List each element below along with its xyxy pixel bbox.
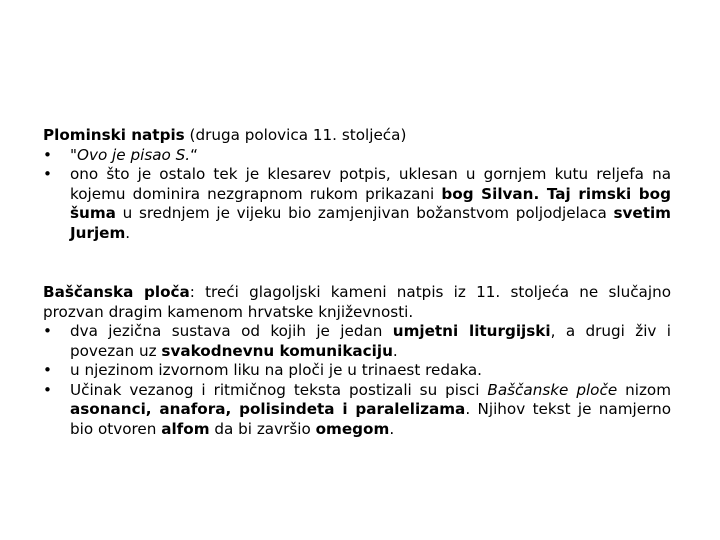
text-run: u njezinom izvornom liku na ploči je u trinaest redaka. [70, 361, 482, 379]
bold-text: umjetni liturgijski [392, 322, 551, 340]
bold-text: asonanci, anafora, polisindeta i paralelizama [70, 400, 466, 418]
bullet-icon: • [43, 361, 52, 379]
italic-text: Baščanske ploče [487, 380, 618, 399]
text-run: da bi završio [209, 419, 316, 438]
text-run: " [70, 145, 77, 164]
bullet-list [43, 146, 671, 244]
list-item-text [70, 322, 671, 360]
text-run: nizom [617, 380, 671, 399]
list-item [43, 322, 671, 361]
bold-text: alfom [161, 419, 210, 438]
bullet-icon: • [43, 165, 52, 183]
section-title: Plominski natpis [43, 126, 185, 144]
bullet-list [43, 322, 671, 439]
text-run: dva jezična sustava od kojih je jedan [70, 322, 393, 340]
text-run: ono što je ostalo tek je klesarev potpis, uklesan u gornjem kutu reljefa na kojemu dominira nezgrapnom rukom prikazani [70, 165, 671, 203]
bold-text: omegom [315, 419, 390, 438]
list-item-text [70, 381, 671, 438]
bullet-icon: • [43, 380, 52, 399]
list-item [43, 165, 671, 243]
bold-text: svetim Jurjem [70, 204, 671, 242]
section-subtitle: (druga polovica 11. stoljeća) [184, 126, 407, 144]
bullet-icon: • [43, 322, 52, 340]
text-run: , a drugi živ i povezan uz [70, 322, 671, 360]
section-title: Baščanska ploča [43, 283, 190, 301]
text-run: “ [190, 145, 198, 164]
list-item [43, 361, 671, 381]
section-heading [43, 126, 671, 146]
bold-text: bog Silvan. Taj rimski bog šuma [70, 184, 671, 222]
list-item [43, 146, 671, 166]
section-intro [43, 283, 671, 322]
section-intro-text: : treći glagoljski kameni natpis iz 11. stoljeća ne slučajno prozvan dragim kamenom hrvatske književnosti. [43, 283, 671, 321]
list-item-text [70, 146, 198, 164]
list-item-text [70, 361, 482, 379]
text-run: Učinak vezanog i ritmičnog teksta postizali su pisci [70, 380, 488, 399]
bullet-icon: • [43, 145, 52, 164]
italic-text: Ovo je pisao S. [77, 145, 191, 164]
text-run: . [389, 419, 395, 438]
text-run: . [392, 341, 398, 360]
list-item [43, 381, 671, 440]
text-run: . [125, 223, 131, 242]
section-bascanska-ploca [43, 283, 671, 439]
text-run: u srednjem je vijeku bio zamjenjivan božanstvom poljodjelaca [115, 204, 614, 222]
bold-text: svakodnevnu komunikaciju [161, 341, 393, 360]
text-run: . Njihov tekst je namjerno bio otvoren [70, 400, 671, 438]
section-plominski-natpis [43, 126, 671, 243]
list-item-text [70, 165, 671, 242]
